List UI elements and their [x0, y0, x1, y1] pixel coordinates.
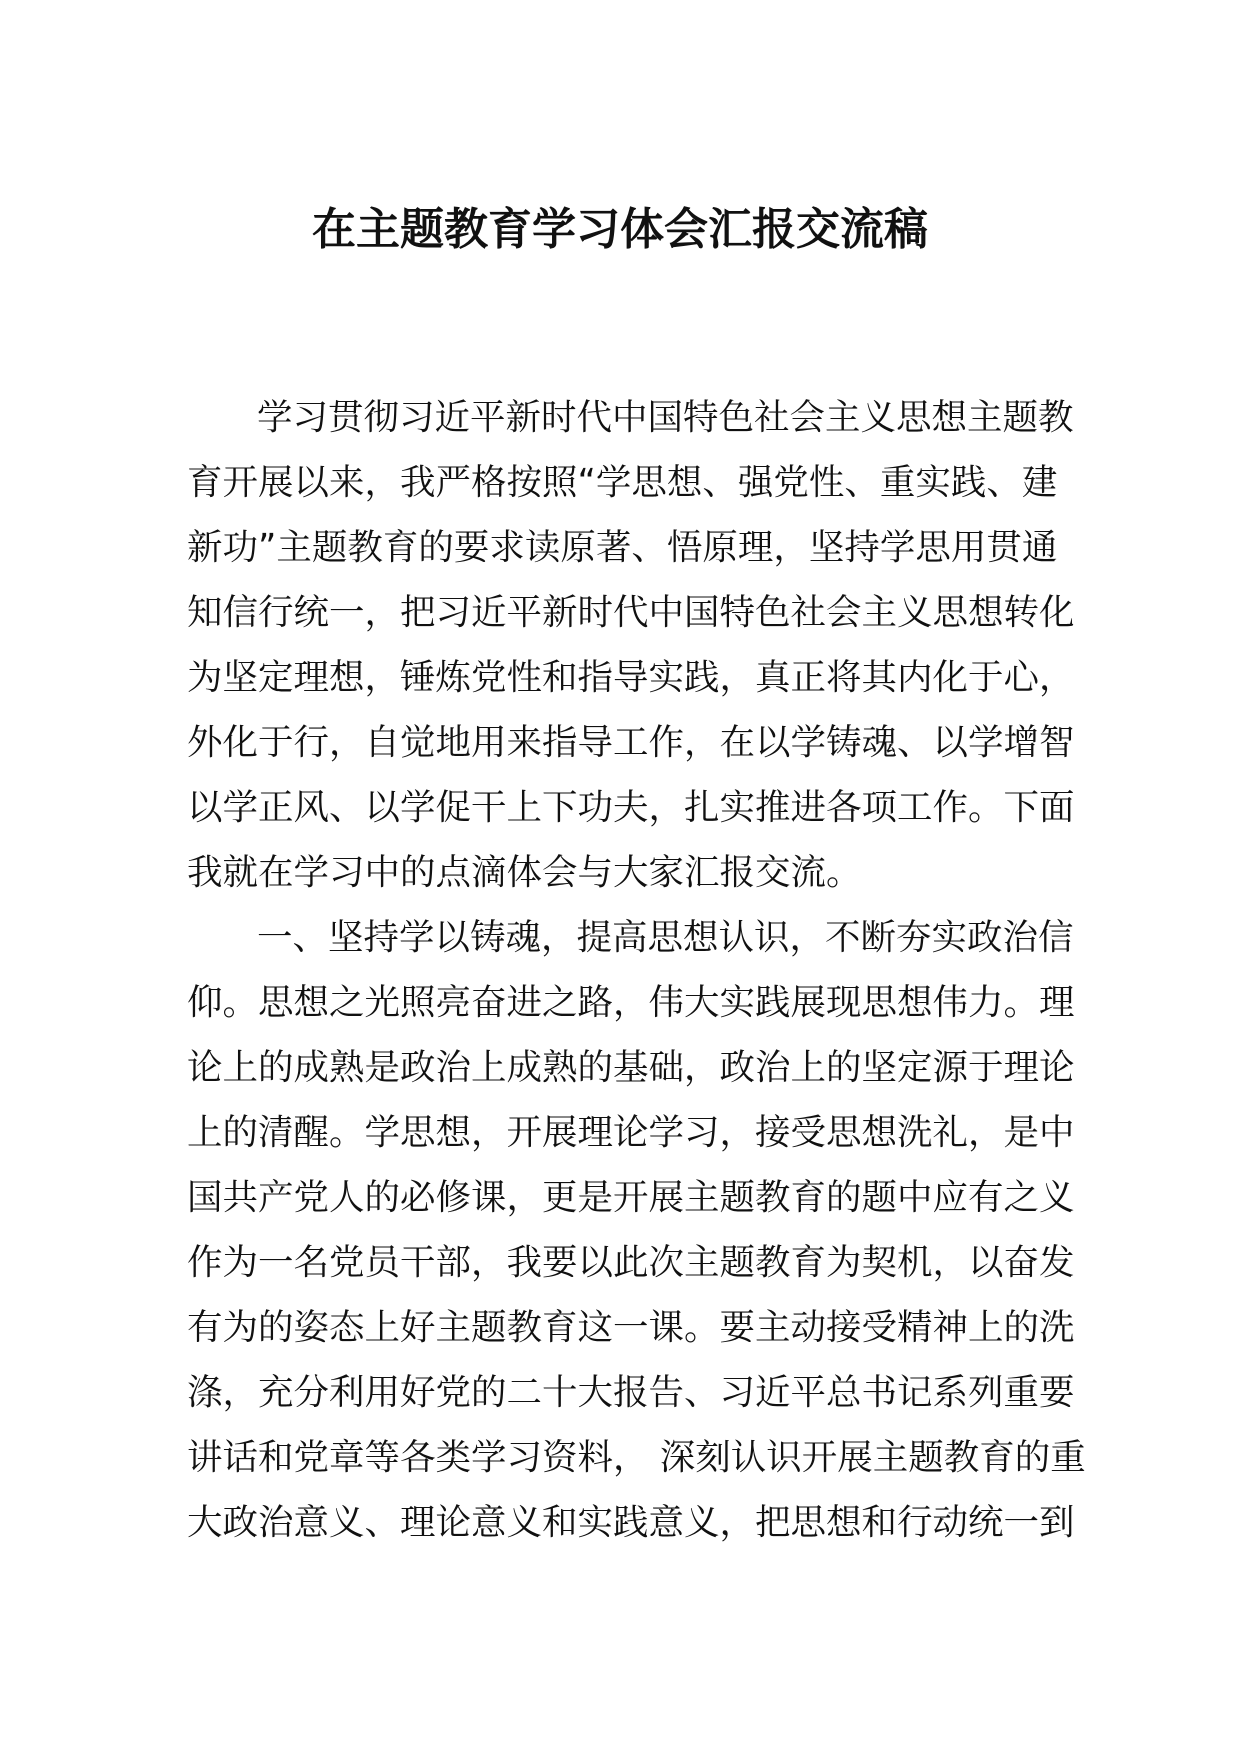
paragraph-2-line-10: 大政治意义、理论意义和实践意义，把思想和行动统一到: [187, 1502, 1075, 1543]
paragraph-1-line-8: 我就在学习中的点滴体会与大家汇报交流。: [187, 852, 862, 893]
paragraph-2-line-4: 上的清醒。学思想，开展理论学习，接受思想洗礼，是中: [187, 1112, 1075, 1153]
paragraph-1-line-2: 育开展以来，我严格按照“学思想、强党性、重实践、建: [187, 462, 1058, 503]
paragraph-1-line-4: 知信行统一，把习近平新时代中国特色社会主义思想转化: [187, 592, 1075, 633]
paragraph-2-line-9: 讲话和党章等各类学习资料， 深刻认识开展主题教育的重: [187, 1437, 1086, 1478]
paragraph-1-line-1: 学习贯彻习近平新时代中国特色社会主义思想主题教: [257, 397, 1074, 438]
document-body: [187, 385, 1086, 1555]
paragraph-1-line-7: 以学正风、以学促干上下功夫，扎实推进各项工作。下面: [187, 787, 1075, 828]
paragraph-1-line-3: 新功”主题教育的要求读原著、悟原理，坚持学思用贯通: [187, 527, 1058, 568]
paragraph-1-line-5: 为坚定理想，锤炼党性和指导实践，真正将其内化于心，: [187, 657, 1075, 698]
paragraph-2-line-8: 涤，充分利用好党的二十大报告、习近平总书记系列重要: [187, 1372, 1075, 1413]
paragraph-2-line-7: 有为的姿态上好主题教育这一课。要主动接受精神上的洗: [187, 1307, 1075, 1348]
paragraph-1-line-6: 外化于行，自觉地用来指导工作，在以学铸魂、以学增智: [187, 722, 1075, 763]
paragraph-2-line-2: 仰。思想之光照亮奋进之路，伟大实践展现思想伟力。理: [187, 982, 1075, 1023]
paragraph-2-line-3: 论上的成熟是政治上成熟的基础，政治上的坚定源于理论: [187, 1047, 1075, 1088]
paragraph-2-line-1: 一、坚持学以铸魂，提高思想认识，不断夯实政治信: [257, 917, 1074, 958]
document-title: 在主题教育学习体会汇报交流稿: [312, 204, 928, 255]
paragraph-2-line-6: 作为一名党员干部，我要以此次主题教育为契机，以奋发: [187, 1242, 1075, 1283]
paragraph-2-line-5: 国共产党人的必修课，更是开展主题教育的题中应有之义: [187, 1177, 1075, 1218]
